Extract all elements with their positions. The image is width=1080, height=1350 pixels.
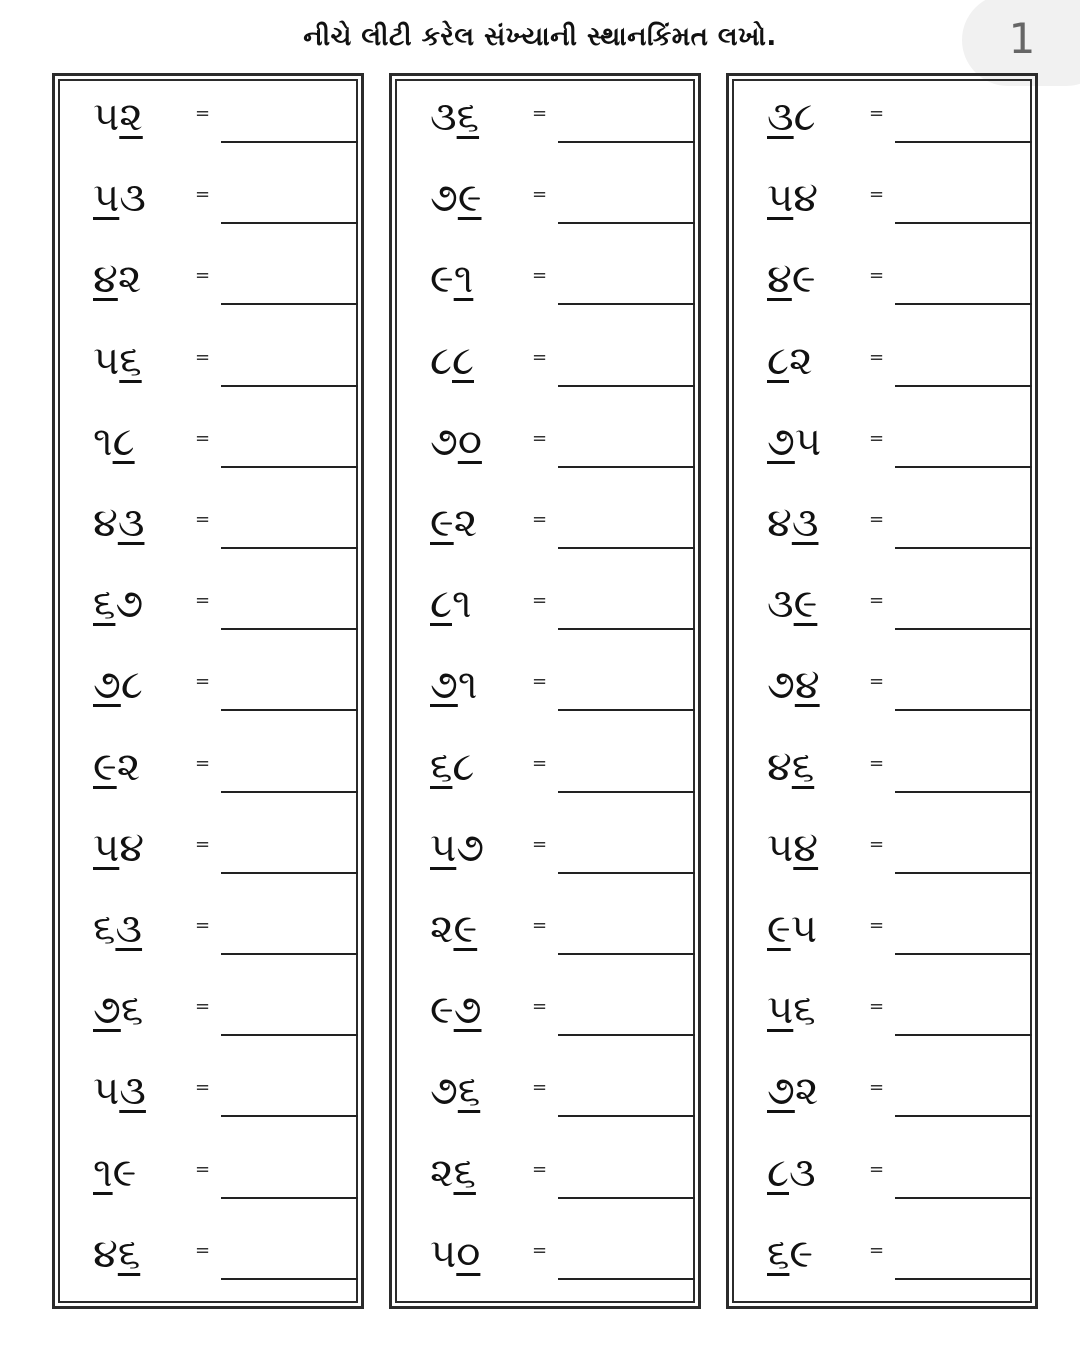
answer-blank[interactable] bbox=[558, 547, 695, 549]
answer-blank[interactable] bbox=[558, 222, 695, 224]
exercise-row bbox=[55, 410, 361, 491]
answer-blank[interactable] bbox=[221, 709, 358, 711]
two-digit-number bbox=[767, 174, 818, 222]
tens-digit: ૫ bbox=[767, 175, 794, 222]
exercise-row bbox=[55, 329, 361, 410]
ones-digit: ૨ bbox=[116, 743, 141, 790]
exercise-row bbox=[392, 816, 698, 897]
two-digit-number bbox=[767, 1067, 818, 1115]
two-digit-number bbox=[430, 93, 479, 141]
tens-digit: ૮ bbox=[430, 581, 452, 628]
ones-digit: ૮ bbox=[112, 418, 135, 465]
equals-sign: = bbox=[869, 1239, 885, 1261]
ones-digit: ૬ bbox=[457, 1068, 481, 1115]
two-digit-number bbox=[93, 418, 135, 466]
exercise-row bbox=[729, 816, 1035, 897]
tens-digit: ૬ bbox=[93, 906, 116, 952]
ones-digit: ૯ bbox=[457, 175, 482, 222]
two-digit-number bbox=[767, 418, 821, 466]
exercise-row bbox=[55, 1059, 361, 1140]
exercise-row bbox=[729, 329, 1035, 410]
equals-sign: = bbox=[532, 1077, 548, 1099]
ones-digit: ૨ bbox=[794, 1068, 819, 1115]
equals-sign: = bbox=[195, 1077, 211, 1099]
answer-blank[interactable] bbox=[221, 141, 358, 143]
answer-blank[interactable] bbox=[221, 628, 358, 630]
two-digit-number bbox=[767, 337, 812, 385]
exercise-row bbox=[392, 735, 698, 816]
exercise-row bbox=[55, 247, 361, 328]
two-digit-number bbox=[430, 986, 482, 1034]
equals-sign: = bbox=[869, 752, 885, 774]
equals-sign: = bbox=[532, 509, 548, 530]
tens-digit: ૮ bbox=[767, 337, 789, 384]
exercise-row bbox=[729, 1059, 1035, 1140]
two-digit-number bbox=[430, 337, 474, 385]
tens-digit: ૫ bbox=[93, 824, 120, 871]
tens-digit: ૧ bbox=[93, 1149, 113, 1196]
exercise-row bbox=[729, 572, 1035, 653]
exercise-column-1 bbox=[52, 73, 364, 1309]
two-digit-number bbox=[93, 1230, 140, 1278]
two-digit-number bbox=[93, 93, 143, 141]
two-digit-number bbox=[430, 905, 477, 953]
ones-digit: ૮ bbox=[120, 662, 143, 709]
equals-sign: = bbox=[195, 103, 211, 124]
ones-digit: ૨ bbox=[453, 500, 478, 546]
ones-digit: ૧ bbox=[457, 662, 478, 709]
two-digit-number bbox=[430, 580, 472, 628]
tens-digit: ૫ bbox=[767, 824, 794, 871]
equals-sign: = bbox=[195, 671, 211, 693]
exercise-row bbox=[729, 1141, 1035, 1222]
tens-digit: ૬ bbox=[430, 743, 453, 790]
two-digit-number bbox=[430, 661, 477, 709]
two-digit-number bbox=[93, 580, 143, 628]
exercise-row bbox=[392, 329, 698, 410]
equals-sign: = bbox=[195, 265, 211, 287]
equals-sign: = bbox=[195, 915, 211, 936]
two-digit-number bbox=[93, 986, 143, 1034]
tens-digit: ૫ bbox=[93, 175, 120, 222]
equals-sign: = bbox=[532, 671, 548, 693]
tens-digit: ૫ bbox=[93, 337, 120, 384]
equals-sign: = bbox=[869, 590, 885, 612]
answer-blank[interactable] bbox=[895, 547, 1032, 549]
answer-blank[interactable] bbox=[221, 1034, 358, 1036]
ones-digit: ૫ bbox=[794, 418, 822, 465]
ones-digit: ૩ bbox=[119, 1068, 146, 1115]
tens-digit: ૯ bbox=[767, 906, 791, 952]
exercise-row bbox=[55, 897, 361, 978]
answer-blank[interactable] bbox=[558, 303, 695, 305]
exercise-row bbox=[55, 653, 361, 734]
exercise-row bbox=[729, 491, 1035, 572]
answer-blank[interactable] bbox=[895, 385, 1032, 387]
answer-blank[interactable] bbox=[558, 791, 695, 793]
exercise-row bbox=[392, 1222, 698, 1303]
ones-digit: ૮ bbox=[452, 743, 475, 790]
ones-digit: ૬ bbox=[120, 987, 144, 1034]
two-digit-number bbox=[93, 905, 142, 953]
answer-blank[interactable] bbox=[221, 303, 358, 305]
equals-sign: = bbox=[195, 184, 211, 206]
tens-digit: ૭ bbox=[93, 987, 121, 1034]
exercise-row bbox=[729, 166, 1035, 247]
ones-digit: ૬ bbox=[456, 94, 480, 140]
exercise-row bbox=[55, 1222, 361, 1303]
two-digit-number bbox=[430, 1067, 480, 1115]
answer-blank[interactable] bbox=[558, 466, 695, 468]
answer-blank[interactable] bbox=[558, 709, 695, 711]
answer-blank[interactable] bbox=[558, 953, 695, 955]
answer-blank[interactable] bbox=[558, 385, 695, 387]
tens-digit: ૭ bbox=[430, 175, 458, 222]
ones-digit: ૬ bbox=[117, 1230, 141, 1277]
answer-blank[interactable] bbox=[895, 466, 1032, 468]
equals-sign: = bbox=[532, 1239, 548, 1261]
tens-digit: ૧ bbox=[93, 418, 113, 465]
answer-blank[interactable] bbox=[895, 1197, 1032, 1199]
equals-sign: = bbox=[532, 427, 548, 449]
equals-sign: = bbox=[195, 996, 211, 1018]
equals-sign: = bbox=[532, 590, 548, 612]
two-digit-number bbox=[767, 743, 814, 791]
two-digit-number bbox=[430, 174, 482, 222]
answer-blank[interactable] bbox=[895, 141, 1032, 143]
answer-blank[interactable] bbox=[221, 791, 358, 793]
equals-sign: = bbox=[195, 1158, 211, 1180]
ones-digit: ૨ bbox=[789, 337, 813, 384]
two-digit-number bbox=[430, 1230, 480, 1278]
answer-blank[interactable] bbox=[221, 1115, 358, 1117]
exercise-row bbox=[392, 85, 698, 166]
ones-digit: ૯ bbox=[793, 581, 818, 628]
answer-blank[interactable] bbox=[895, 222, 1032, 224]
equals-sign: = bbox=[869, 346, 885, 368]
tens-digit: ૭ bbox=[430, 662, 458, 709]
equals-sign: = bbox=[195, 427, 211, 449]
equals-sign: = bbox=[869, 996, 885, 1018]
tens-digit: ૫ bbox=[430, 824, 457, 871]
ones-digit: ૯ bbox=[789, 1230, 814, 1277]
two-digit-number bbox=[93, 174, 146, 222]
exercise-row bbox=[729, 897, 1035, 978]
exercise-column-2 bbox=[389, 73, 701, 1309]
tens-digit: ૪ bbox=[93, 256, 118, 303]
equals-sign: = bbox=[869, 915, 885, 936]
two-digit-number bbox=[93, 337, 142, 385]
tens-digit: ૭ bbox=[767, 662, 795, 709]
ones-digit: ૭ bbox=[115, 581, 144, 628]
answer-blank[interactable] bbox=[221, 466, 358, 468]
ones-digit: ૬ bbox=[119, 337, 142, 384]
answer-blank[interactable] bbox=[221, 222, 358, 224]
answer-blank[interactable] bbox=[221, 953, 358, 955]
exercise-row bbox=[55, 735, 361, 816]
ones-digit: ૪ bbox=[794, 662, 820, 709]
answer-blank[interactable] bbox=[558, 1034, 695, 1036]
two-digit-number bbox=[767, 93, 816, 141]
equals-sign: = bbox=[532, 996, 548, 1018]
tens-digit: ૩ bbox=[767, 94, 794, 140]
tens-digit: ૪ bbox=[767, 743, 792, 790]
exercise-row bbox=[392, 247, 698, 328]
answer-blank[interactable] bbox=[221, 385, 358, 387]
ones-digit: ૯ bbox=[791, 256, 816, 303]
tens-digit: ૫ bbox=[767, 987, 794, 1034]
ones-digit: ૬ bbox=[793, 987, 816, 1034]
exercise-row bbox=[729, 1222, 1035, 1303]
answer-blank[interactable] bbox=[558, 1197, 695, 1199]
equals-sign: = bbox=[195, 752, 211, 774]
two-digit-number bbox=[767, 905, 817, 953]
exercise-row bbox=[55, 572, 361, 653]
tens-digit: ૩ bbox=[430, 94, 457, 140]
equals-sign: = bbox=[195, 590, 211, 612]
ones-digit: ૩ bbox=[789, 1149, 816, 1196]
tens-digit: ૪ bbox=[93, 500, 118, 546]
tens-digit: ૮ bbox=[430, 337, 452, 384]
two-digit-number bbox=[767, 499, 818, 547]
equals-sign: = bbox=[195, 509, 211, 530]
exercise-row bbox=[729, 410, 1035, 491]
equals-sign: = bbox=[532, 915, 548, 936]
answer-blank[interactable] bbox=[221, 1278, 358, 1280]
exercise-row bbox=[392, 491, 698, 572]
worksheet-title: નીચે લીટી કરેલ સંખ્યાની સ્થાનકિંમત લખો. bbox=[303, 22, 777, 52]
two-digit-number bbox=[767, 1149, 816, 1197]
ones-digit: ૩ bbox=[115, 906, 143, 952]
exercise-row bbox=[392, 572, 698, 653]
two-digit-number bbox=[430, 824, 484, 872]
ones-digit: ૯ bbox=[453, 906, 478, 952]
tens-digit: ૫ bbox=[93, 1068, 120, 1115]
ones-digit: ૧ bbox=[453, 256, 474, 303]
ones-digit: ૦ bbox=[456, 1230, 481, 1277]
two-digit-number bbox=[430, 743, 474, 791]
two-digit-number bbox=[93, 1067, 146, 1115]
ones-digit: ૨ bbox=[119, 94, 143, 140]
exercise-row bbox=[55, 978, 361, 1059]
answer-blank[interactable] bbox=[895, 628, 1032, 630]
answer-blank[interactable] bbox=[221, 872, 358, 874]
exercise-row bbox=[392, 1059, 698, 1140]
ones-digit: ૩ bbox=[119, 175, 146, 222]
answer-blank[interactable] bbox=[221, 1197, 358, 1199]
tens-digit: ૯ bbox=[430, 256, 454, 303]
tens-digit: ૮ bbox=[767, 1149, 789, 1196]
tens-digit: ૭ bbox=[767, 1068, 795, 1115]
answer-blank[interactable] bbox=[895, 1034, 1032, 1036]
tens-digit: ૨ bbox=[430, 1149, 454, 1196]
tens-digit: ૯ bbox=[430, 500, 454, 546]
answer-blank[interactable] bbox=[558, 628, 695, 630]
two-digit-number bbox=[767, 580, 817, 628]
answer-blank[interactable] bbox=[221, 547, 358, 549]
ones-digit: ૪ bbox=[793, 824, 819, 871]
exercise-row bbox=[729, 247, 1035, 328]
page-number: 1 bbox=[1008, 14, 1036, 63]
tens-digit: ૯ bbox=[430, 987, 454, 1034]
exercise-row bbox=[55, 491, 361, 572]
tens-digit: ૬ bbox=[93, 581, 116, 628]
equals-sign: = bbox=[532, 346, 548, 368]
answer-blank[interactable] bbox=[558, 872, 695, 874]
exercise-row bbox=[392, 897, 698, 978]
tens-digit: ૫ bbox=[93, 94, 120, 140]
ones-digit: ૬ bbox=[453, 1149, 476, 1196]
tens-digit: ૯ bbox=[93, 743, 117, 790]
exercise-row bbox=[55, 1141, 361, 1222]
equals-sign: = bbox=[532, 833, 548, 855]
tens-digit: ૪ bbox=[767, 500, 792, 546]
two-digit-number bbox=[93, 743, 140, 791]
ones-digit: ૫ bbox=[790, 906, 817, 952]
exercise-row bbox=[55, 85, 361, 166]
ones-digit: ૨ bbox=[117, 256, 142, 303]
exercise-row bbox=[729, 653, 1035, 734]
ones-digit: ૬ bbox=[791, 743, 815, 790]
equals-sign: = bbox=[532, 265, 548, 287]
two-digit-number bbox=[430, 499, 477, 547]
ones-digit: ૭ bbox=[453, 987, 482, 1034]
answer-blank[interactable] bbox=[558, 1278, 695, 1280]
two-digit-number bbox=[430, 418, 482, 466]
two-digit-number bbox=[93, 255, 141, 303]
two-digit-number bbox=[767, 824, 818, 872]
two-digit-number bbox=[430, 1149, 476, 1197]
answer-blank[interactable] bbox=[895, 791, 1032, 793]
answer-blank[interactable] bbox=[558, 141, 695, 143]
equals-sign: = bbox=[532, 103, 548, 124]
equals-sign: = bbox=[869, 427, 885, 449]
ones-digit: ૮ bbox=[452, 337, 474, 384]
equals-sign: = bbox=[532, 1158, 548, 1180]
equals-sign: = bbox=[195, 833, 211, 855]
two-digit-number bbox=[767, 1230, 813, 1278]
two-digit-number bbox=[767, 986, 816, 1034]
exercise-row bbox=[392, 1141, 698, 1222]
two-digit-number bbox=[93, 661, 143, 709]
tens-digit: ૫ bbox=[430, 1230, 457, 1277]
exercise-row bbox=[392, 653, 698, 734]
equals-sign: = bbox=[869, 184, 885, 206]
exercise-row bbox=[392, 166, 698, 247]
equals-sign: = bbox=[869, 833, 885, 855]
two-digit-number bbox=[93, 499, 144, 547]
equals-sign: = bbox=[869, 509, 885, 530]
equals-sign: = bbox=[869, 103, 885, 124]
tens-digit: ૪ bbox=[767, 256, 792, 303]
two-digit-number bbox=[430, 255, 473, 303]
exercise-column-3 bbox=[726, 73, 1038, 1309]
answer-blank[interactable] bbox=[895, 953, 1032, 955]
answer-blank[interactable] bbox=[895, 872, 1032, 874]
two-digit-number bbox=[767, 255, 816, 303]
ones-digit: ૪ bbox=[793, 175, 819, 222]
ones-digit: ૮ bbox=[793, 94, 816, 140]
equals-sign: = bbox=[195, 346, 211, 368]
two-digit-number bbox=[767, 661, 820, 709]
ones-digit: ૩ bbox=[791, 500, 819, 546]
tens-digit: ૪ bbox=[93, 1230, 118, 1277]
ones-digit: ૪ bbox=[119, 824, 145, 871]
tens-digit: ૩ bbox=[767, 581, 794, 628]
equals-sign: = bbox=[869, 265, 885, 287]
two-digit-number bbox=[93, 1149, 136, 1197]
two-digit-number bbox=[93, 824, 144, 872]
exercise-row bbox=[392, 410, 698, 491]
exercise-row bbox=[392, 978, 698, 1059]
ones-digit: ૩ bbox=[117, 500, 145, 546]
exercise-row bbox=[55, 816, 361, 897]
answer-blank[interactable] bbox=[895, 303, 1032, 305]
tens-digit: ૨ bbox=[430, 906, 454, 952]
equals-sign: = bbox=[195, 1239, 211, 1261]
answer-blank[interactable] bbox=[895, 709, 1032, 711]
equals-sign: = bbox=[532, 184, 548, 206]
ones-digit: ૧ bbox=[452, 581, 472, 628]
ones-digit: ૦ bbox=[457, 418, 482, 465]
answer-blank[interactable] bbox=[895, 1278, 1032, 1280]
tens-digit: ૭ bbox=[767, 418, 795, 465]
equals-sign: = bbox=[869, 1158, 885, 1180]
exercise-row bbox=[55, 166, 361, 247]
exercise-row bbox=[729, 978, 1035, 1059]
equals-sign: = bbox=[532, 752, 548, 774]
equals-sign: = bbox=[869, 671, 885, 693]
answer-blank[interactable] bbox=[558, 1115, 695, 1117]
answer-blank[interactable] bbox=[895, 1115, 1032, 1117]
tens-digit: ૭ bbox=[430, 1068, 458, 1115]
ones-digit: ૭ bbox=[456, 824, 485, 871]
tens-digit: ૭ bbox=[430, 418, 458, 465]
tens-digit: ૭ bbox=[93, 662, 121, 709]
ones-digit: ૯ bbox=[112, 1149, 137, 1196]
tens-digit: ૬ bbox=[767, 1230, 790, 1277]
equals-sign: = bbox=[869, 1077, 885, 1099]
exercise-row bbox=[729, 735, 1035, 816]
exercise-row bbox=[729, 85, 1035, 166]
